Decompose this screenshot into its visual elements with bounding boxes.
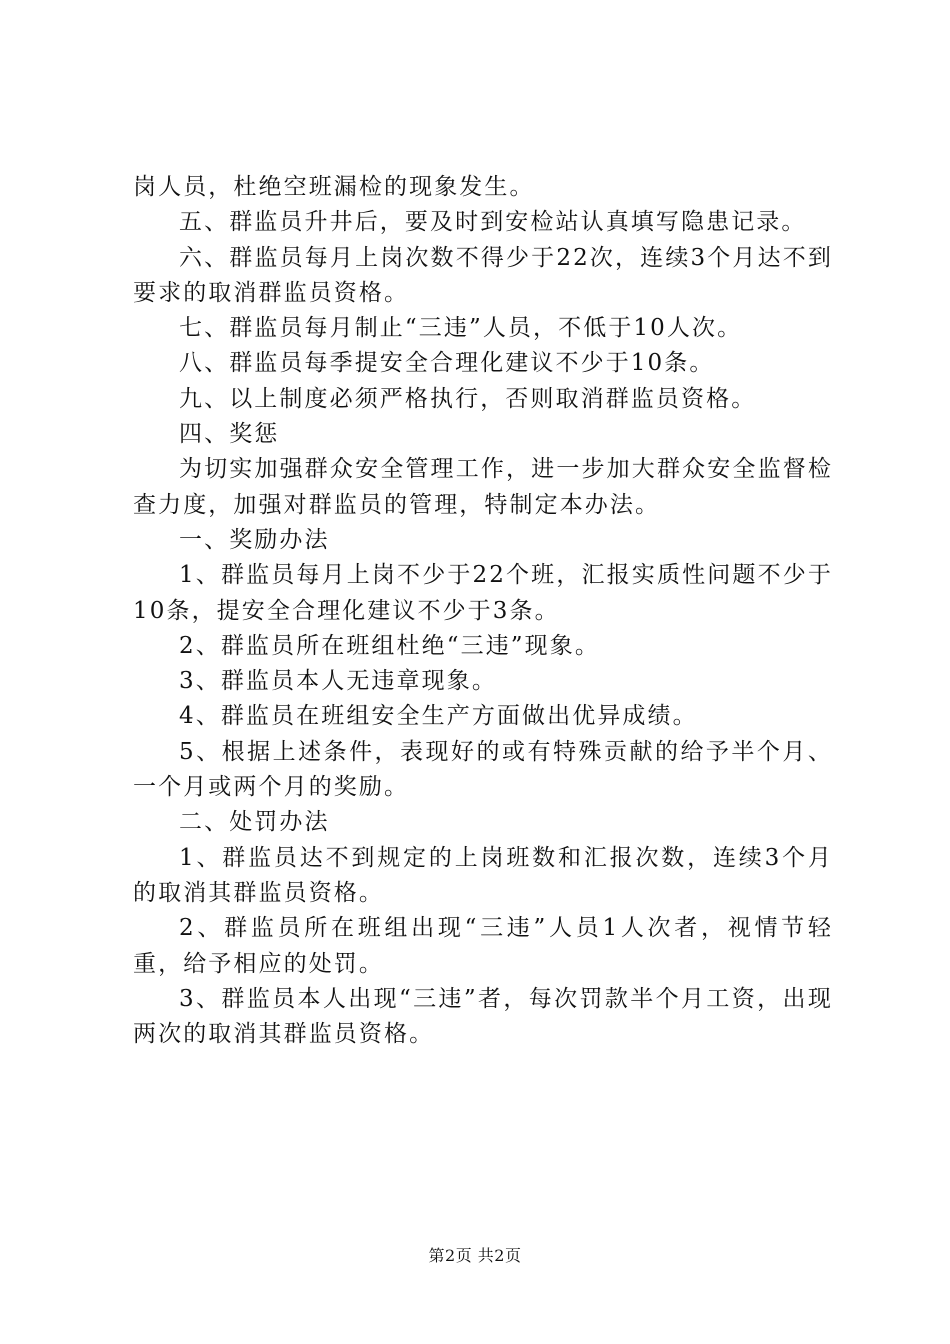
paragraph: 七、群监员每月制止“三违”人员，不低于10人次。 xyxy=(179,315,743,342)
subsection-heading: 二、处罚办法 xyxy=(179,809,330,836)
page-number-footer: 第2页 共2页 xyxy=(428,1246,522,1265)
paragraph: 岗人员，杜绝空班漏检的现象发生。 xyxy=(133,174,535,200)
document-body xyxy=(133,170,833,1052)
paragraph: 3、群监员本人无违章现象。 xyxy=(179,668,497,695)
paragraph: 2、群监员所在班组出现“三违”人员1人次者，视情节轻重，给予相应的处罚。 xyxy=(133,915,833,977)
paragraph: 1、群监员达不到规定的上岗班数和汇报次数，连续3个月的取消其群监员资格。 xyxy=(133,844,833,906)
paragraph: 4、群监员在班组安全生产方面做出优异成绩。 xyxy=(179,703,698,730)
paragraph: 九、以上制度必须严格执行，否则取消群监员资格。 xyxy=(179,385,757,412)
paragraph: 五、群监员升井后，要及时到安检站认真填写隐患记录。 xyxy=(179,209,807,236)
paragraph: 1、群监员每月上岗不少于22个班，汇报实质性问题不少于10条，提安全合理化建议不少于3条。 xyxy=(133,562,833,624)
paragraph: 六、群监员每月上岗次数不得少于22次，连续3个月达不到要求的取消群监员资格。 xyxy=(133,244,833,306)
paragraph: 八、群监员每季提安全合理化建议不少于10条。 xyxy=(179,350,715,377)
subsection-heading: 一、奖励办法 xyxy=(179,526,330,553)
section-heading: 四、奖惩 xyxy=(179,421,280,448)
paragraph: 为切实加强群众安全管理工作，进一步加大群众安全监督检查力度，加强对群监员的管理，特制定本办法。 xyxy=(133,456,833,518)
paragraph: 5、根据上述条件，表现好的或有特殊贡献的给予半个月、一个月或两个月的奖励。 xyxy=(133,738,833,801)
paragraph: 2、群监员所在班组杜绝“三违”现象。 xyxy=(179,632,600,659)
paragraph: 3、群监员本人出现“三违”者，每次罚款半个月工资，出现两次的取消其群监员资格。 xyxy=(133,985,833,1048)
